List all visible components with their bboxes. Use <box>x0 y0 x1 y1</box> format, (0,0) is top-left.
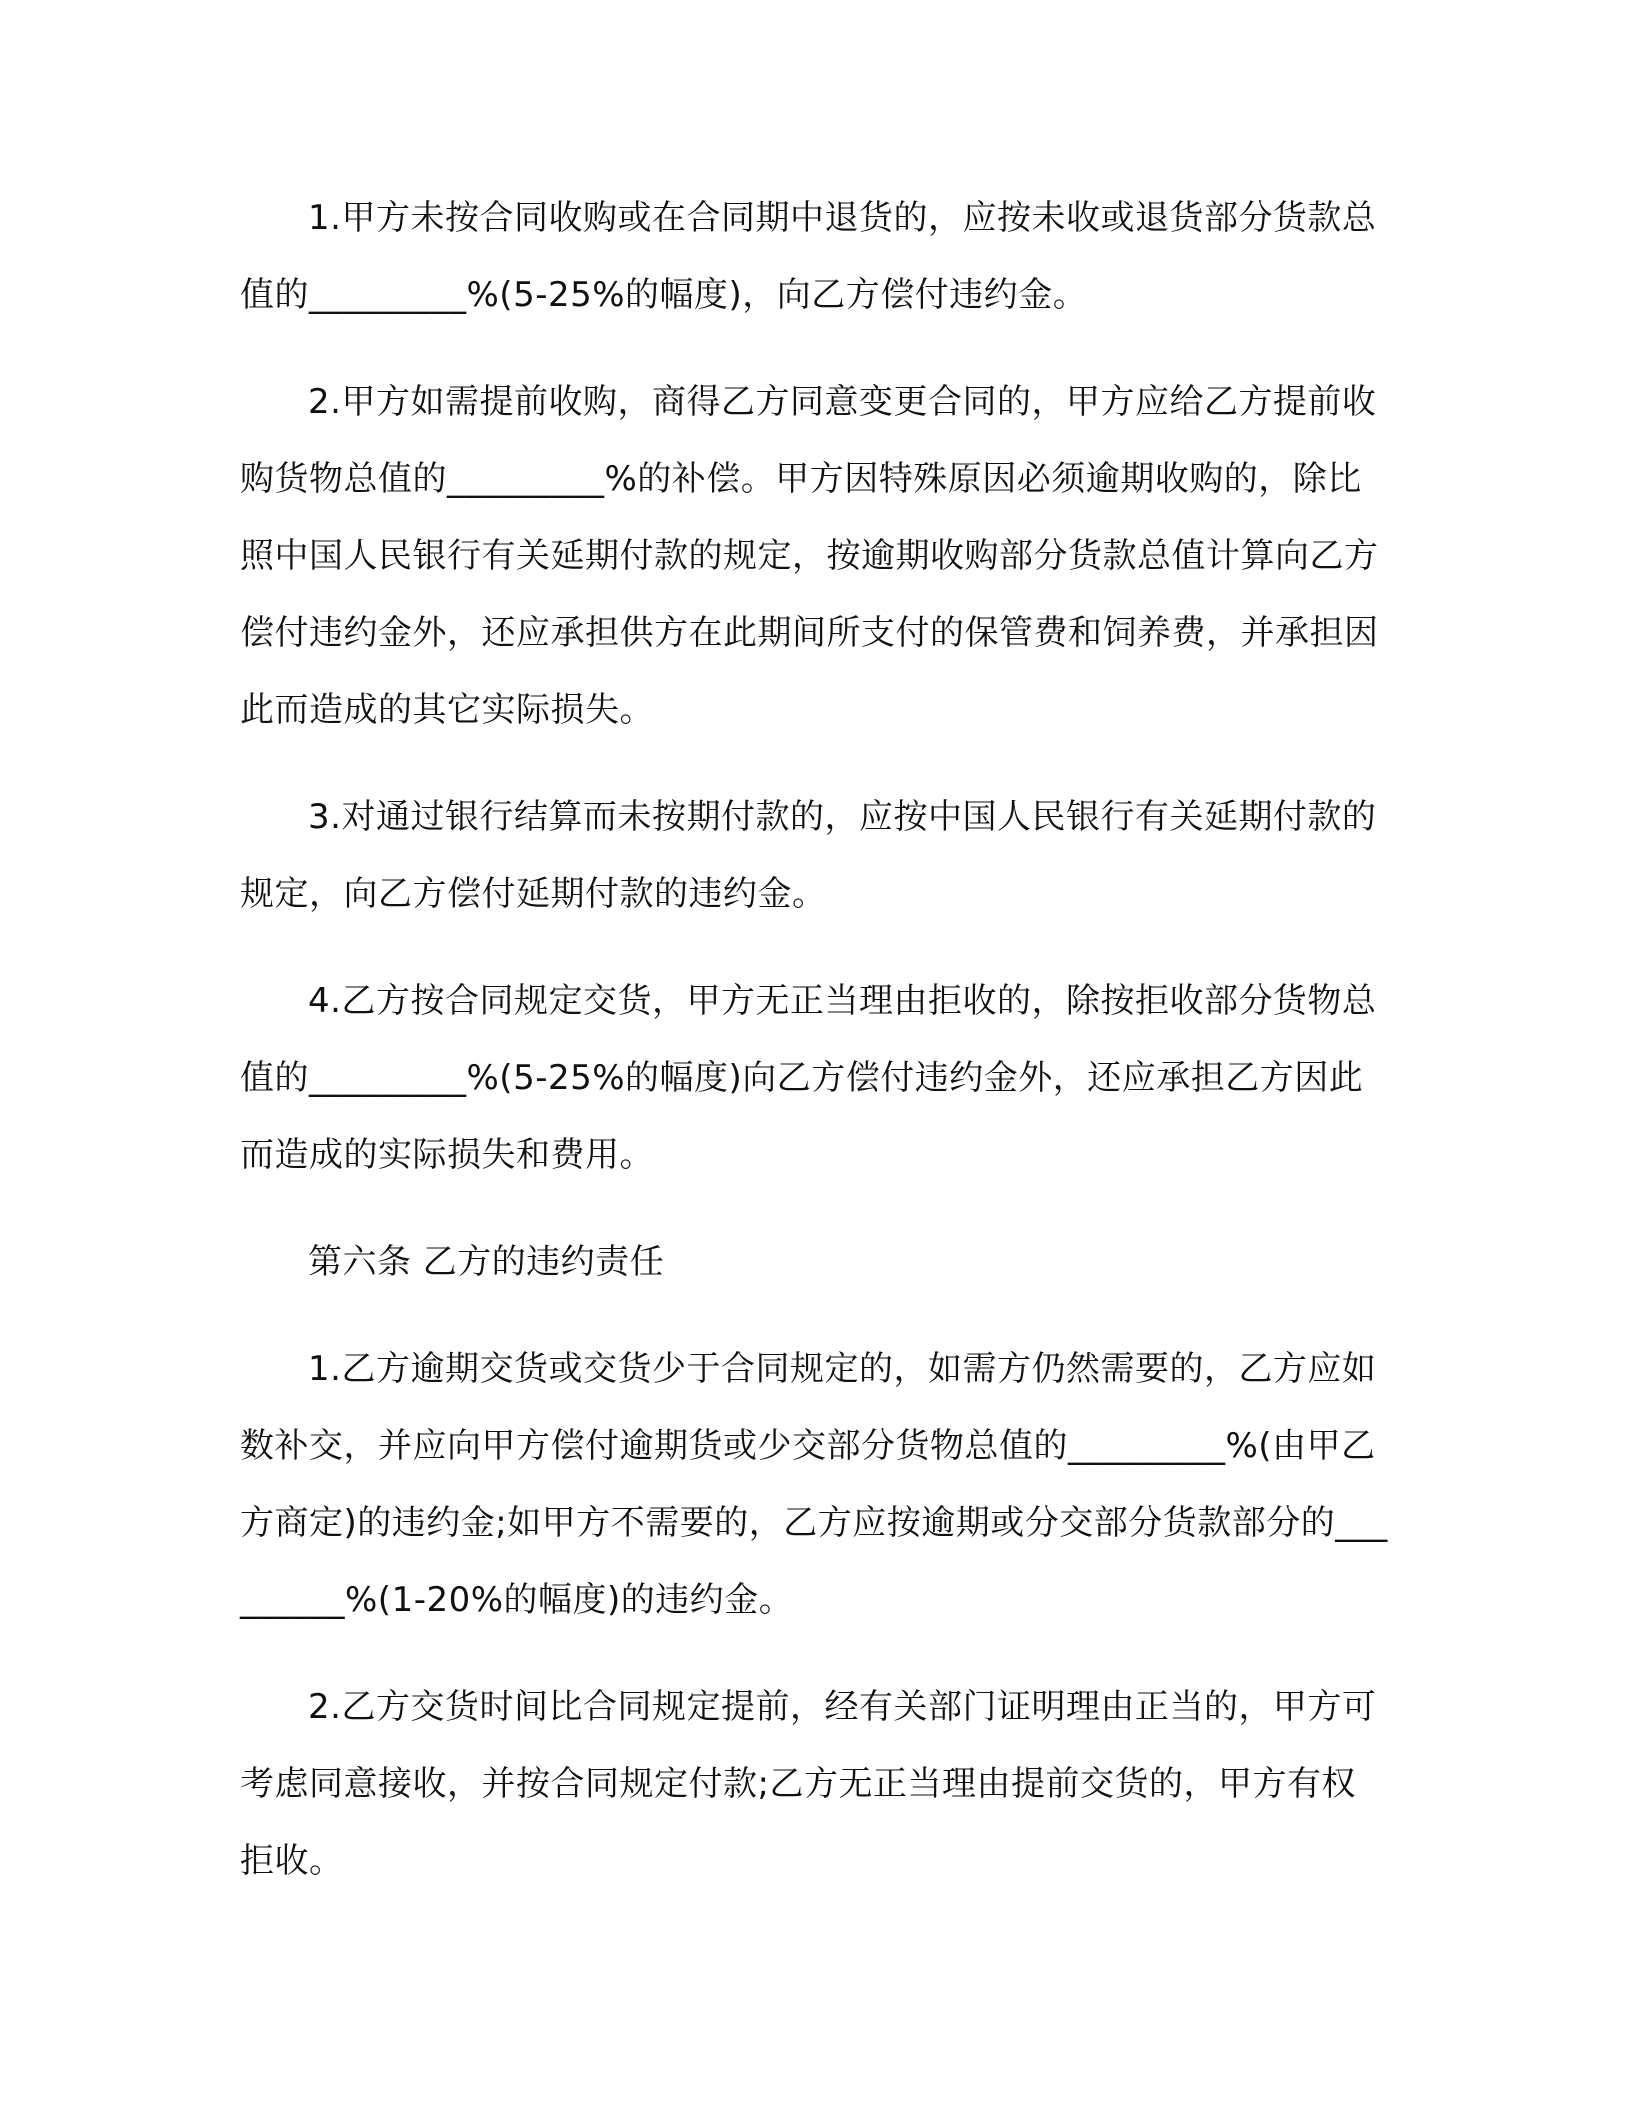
paragraph-seller-1: 1.乙方逾期交货或交货少于合同规定的，如需方仍然需要的，乙方应如数补交，并应向甲方偿付逾期货或少交部分货物总值的_________%(由甲乙方商定)的违约金;如甲方不需要的，乙方应按逾期或分交部分货款部分的_________%(1-20%的幅度)的违约金。 <box>240 1349 1388 1620</box>
paragraph-buyer-2: 2.甲方如需提前收购，商得乙方同意变更合同的，甲方应给乙方提前收购货物总值的_________%的补偿。甲方因特殊原因必须逾期收购的，除比照中国人民银行有关延期付款的规定，按逾期收购部分货款总值计算向乙方偿付违约金外，还应承担供方在此期间所支付的保管费和饲养费，并承担因此而造成的其它实际损失。 <box>240 382 1379 730</box>
document-body <box>240 180 1390 1930</box>
paragraph-buyer-1: 1.甲方未按合同收购或在合同期中退货的，应按未收或退货部分货款总值的_________%(5-25%的幅度)，向乙方偿付违约金。 <box>240 198 1377 315</box>
section-heading-article-6: 第六条 乙方的违约责任 <box>308 1242 665 1282</box>
paragraph-buyer-4: 4.乙方按合同规定交货，甲方无正当理由拒收的，除按拒收部分货物总值的_________%(5-25%的幅度)向乙方偿付违约金外，还应承担乙方因此而造成的实际损失和费用。 <box>240 981 1377 1175</box>
paragraph-seller-2: 2.乙方交货时间比合同规定提前，经有关部门证明理由正当的，甲方可考虑同意接收，并按合同规定付款;乙方无正当理由提前交货的，甲方有权拒收。 <box>240 1687 1377 1881</box>
paragraph-buyer-3: 3.对通过银行结算而未按期付款的，应按中国人民银行有关延期付款的规定，向乙方偿付延期付款的违约金。 <box>240 797 1377 914</box>
